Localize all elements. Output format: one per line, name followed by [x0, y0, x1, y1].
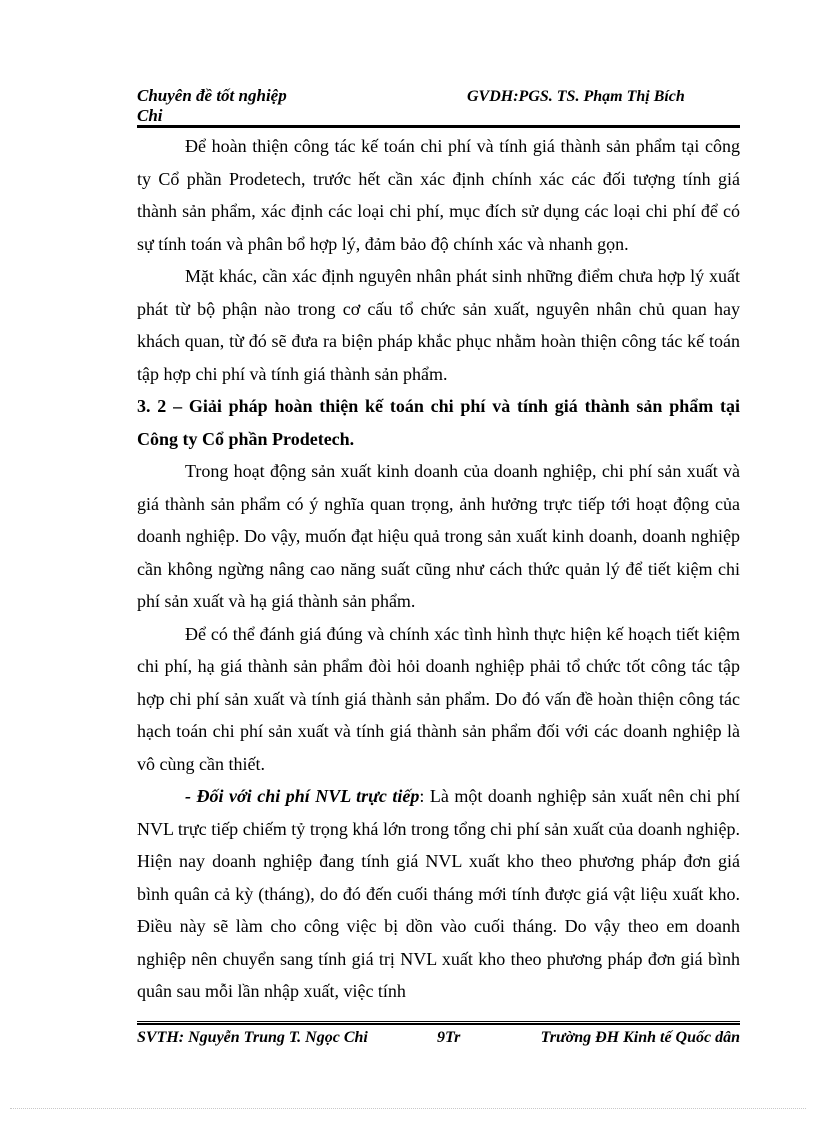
student-name: SVTH: Nguyễn Trung T. Ngọc Chi — [137, 1029, 368, 1046]
course-title: Chuyên đề tốt nghiệp — [137, 86, 287, 105]
paragraph-2: Mặt khác, cần xác định nguyên nhân phát sinh những điểm chưa hợp lý xuất phát từ bộ phận nào trong cơ cấu tổ chức sản xuất, nguyên nhân chủ quan hay khách quan, từ đó sẽ đưa ra biện pháp khắc phục nhằm hoàn thiện công tác kế toán tập hợp chi phí và tính giá thành sản phẩm. — [137, 266, 740, 384]
section-heading: 3. 2 – Giải pháp hoàn thiện kế toán chi phí và tính giá thành sản phẩm tại Công ty Cổ phần Prodetech. — [137, 396, 740, 449]
advisor-name-continued: Chi — [137, 106, 163, 125]
document-body — [137, 130, 740, 1008]
paragraph-5 — [137, 780, 740, 1008]
paragraph-1: Để hoàn thiện công tác kế toán chi phí và tính giá thành sản phẩm tại công ty Cổ phần Prodetech, trước hết cần xác định chính xác các đối tượng tính giá thành sản phẩm, xác định các loại chi phí, mục đích sử dụng các loại chi phí để có sự tính toán và phân bổ hợp lý, đảm bảo độ chính xác và nhanh gọn. — [137, 136, 740, 254]
footer-rule — [137, 1021, 740, 1025]
advisor-name: GVDH:PGS. TS. Phạm Thị Bích — [467, 88, 685, 105]
page-header — [137, 84, 740, 127]
paragraph-4: Để có thể đánh giá đúng và chính xác tình hình thực hiện kế hoạch tiết kiệm chi phí, hạ giá thành sản phẩm đòi hỏi doanh nghiệp phải tổ chức tốt công tác tập hợp chi phí sản xuất và tính giá thành sản phẩm. Do đó vấn đề hoàn thiện công tác hạch toán chi phí sản xuất và tính giá thành sản phẩm đối với các doanh nghiệp là vô cùng cần thiết. — [137, 623, 740, 774]
paragraph-3: Trong hoạt động sản xuất kinh doanh của doanh nghiệp, chi phí sản xuất và giá thành sản phẩm có ý nghĩa quan trọng, ảnh hưởng trực tiếp tới hoạt động của doanh nghiệp. Do vậy, muốn đạt hiệu quả trong sản xuất kinh doanh, doanh nghiệp cần không ngừng nâng cao năng suất cũng như cách thức quản lý để tiết kiệm chi phí sản xuất và hạ giá thành sản phẩm. — [137, 461, 740, 611]
page-number: 9Tr — [437, 1029, 461, 1046]
paragraph-5-lead: - Đối với chi phí NVL trực tiếp — [185, 786, 420, 806]
page-boundary — [10, 1108, 806, 1109]
header-rule — [137, 125, 740, 128]
paragraph-5-body: : Là một doanh nghiệp sản xuất nên chi phí NVL trực tiếp chiếm tỷ trọng khá lớn trong tổng chi phí sản xuất của doanh nghiệp. Hiện nay doanh nghiệp đang tính giá NVL xuất kho theo phương pháp đơn giá bình quân cả kỳ (tháng), do đó đến cuối tháng mới tính được giá vật liệu xuất kho. Điều này sẽ làm cho công việc bị dồn vào cuối tháng. Do vậy theo em doanh nghiệp nên chuyển sang tính giá trị NVL xuất kho theo phương pháp đơn giá bình quân sau mỗi lần nhập xuất, việc tính — [137, 786, 740, 1001]
school-name: Trường ĐH Kinh tế Quốc dân — [540, 1029, 740, 1046]
